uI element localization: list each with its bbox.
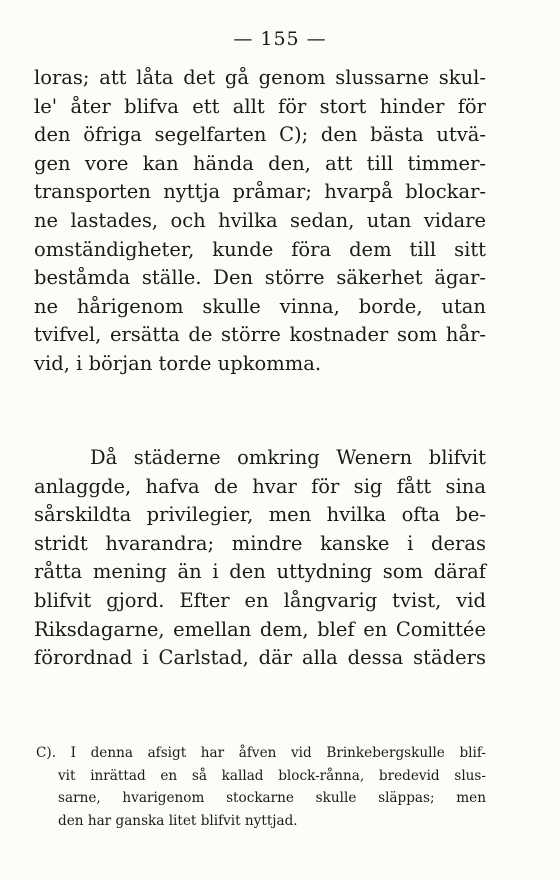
text-line: gen vore kan hända den, att till timmer- [34, 151, 486, 175]
page-number: — 155 — [233, 28, 327, 50]
text-line: råtta mening än i den uttydning som däraf [34, 560, 486, 584]
text-line: Då städerne omkring Wenern blifvit [90, 446, 486, 469]
text-line: anlaggde, hafva de hvar för sig fått sina [34, 474, 486, 498]
text-line: stridt hvarandra; mindre kanske i deras [34, 531, 486, 555]
footnote-line: vit inrättad en så kallad block-rånna, bredevid slus- [58, 767, 486, 784]
paragraph-1 [34, 64, 486, 379]
footnote-line: C). I denna afsigt har åfven vid Brinkebergskulle blif- [36, 745, 486, 761]
text-line: förordnad i Carlstad, där alla dessa städers [34, 646, 486, 670]
footnote [36, 742, 486, 832]
text-line: blifvit gjord. Efter en långvarig tvist, vid [34, 588, 486, 612]
footnote-line: den har ganska litet blifvit nyttjad. [58, 812, 298, 829]
text-line: Riksdagarne, emellan dem, blef en Comittée [34, 617, 486, 641]
text-line: ne lastades, och hvilka sedan, utan vidare [34, 208, 486, 232]
text-line: den öfriga segelfarten C); den bästa utvä- [34, 123, 486, 147]
paragraph-2 [34, 444, 486, 673]
text-line: transporten nyttja pråmar; hvarpå blockar- [34, 180, 486, 204]
text-line: omständigheter, kunde föra dem till sitt [34, 237, 486, 261]
footnote-line: sarne, hvarigenom stockarne skulle släppas; men [58, 790, 486, 806]
text-line: tvifvel, ersätta de större kostnader som hår- [34, 323, 486, 347]
text-line: le' åter blifva ett allt för stort hinder för [34, 94, 486, 118]
text-line: sårskildta privilegier, men hvilka ofta be- [34, 503, 486, 527]
text-line: vid, i början torde upkomma. [34, 351, 322, 375]
text-line: loras; att låta det gå genom slussarne skul- [34, 66, 486, 89]
text-line: beståmda ställe. Den större säkerhet ägar- [34, 266, 486, 290]
text-line: ne hårigenom skulle vinna, borde, utan [34, 294, 486, 318]
